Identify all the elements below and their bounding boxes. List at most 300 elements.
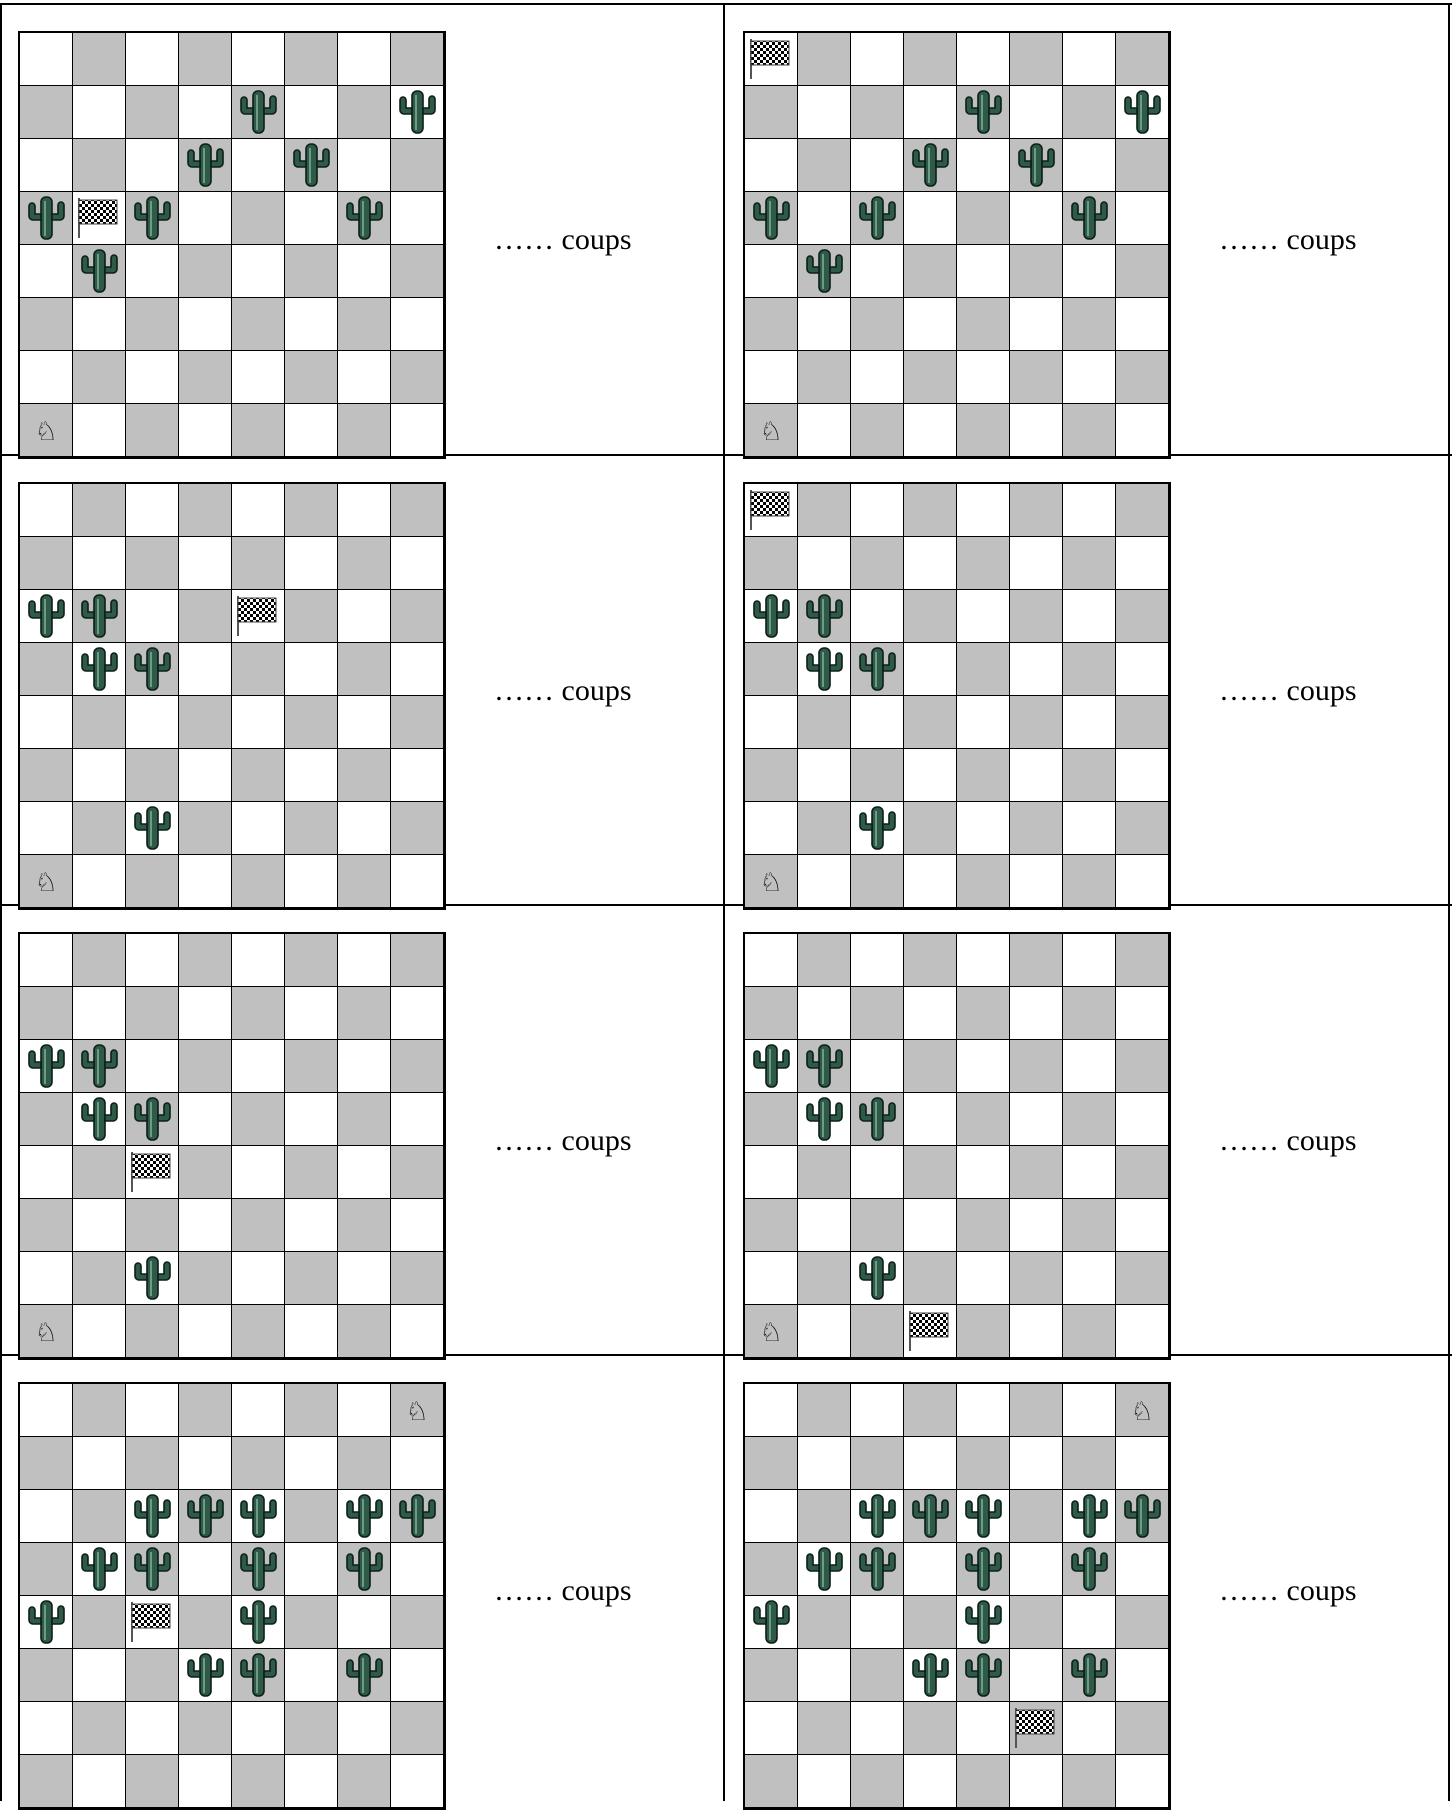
board-square[interactable] bbox=[1116, 33, 1169, 86]
board-square[interactable] bbox=[798, 484, 851, 537]
knight-icon[interactable] bbox=[1116, 1384, 1168, 1436]
board-square[interactable] bbox=[285, 749, 338, 802]
board-square[interactable] bbox=[904, 1596, 957, 1649]
board-square[interactable] bbox=[232, 1649, 285, 1702]
board-square[interactable] bbox=[20, 1384, 73, 1437]
board-square[interactable] bbox=[745, 1252, 798, 1305]
board-square[interactable] bbox=[745, 934, 798, 987]
board-square[interactable] bbox=[851, 86, 904, 139]
board-square[interactable] bbox=[391, 1702, 444, 1755]
board-square[interactable] bbox=[745, 192, 798, 245]
board-square[interactable] bbox=[904, 1040, 957, 1093]
board-square[interactable] bbox=[1063, 1490, 1116, 1543]
board-square[interactable] bbox=[338, 1199, 391, 1252]
board-square[interactable] bbox=[1116, 1040, 1169, 1093]
board-square[interactable] bbox=[904, 1490, 957, 1543]
board-square[interactable] bbox=[1116, 1755, 1169, 1808]
board-square[interactable] bbox=[179, 1649, 232, 1702]
board-square[interactable] bbox=[179, 1543, 232, 1596]
board-square[interactable] bbox=[1116, 86, 1169, 139]
board-square[interactable] bbox=[1063, 1437, 1116, 1490]
board-square[interactable] bbox=[904, 987, 957, 1040]
board-square[interactable] bbox=[745, 1543, 798, 1596]
board-square[interactable] bbox=[957, 987, 1010, 1040]
board-square[interactable] bbox=[798, 1490, 851, 1543]
moves-answer-label[interactable]: …… coups bbox=[1219, 223, 1357, 256]
board-square[interactable] bbox=[285, 1649, 338, 1702]
board-square[interactable] bbox=[232, 590, 285, 643]
board-square[interactable] bbox=[798, 139, 851, 192]
board-square[interactable] bbox=[285, 537, 338, 590]
board-square[interactable] bbox=[798, 1199, 851, 1252]
board-square[interactable] bbox=[851, 1199, 904, 1252]
board-square[interactable] bbox=[798, 1702, 851, 1755]
board-square[interactable] bbox=[20, 192, 73, 245]
board-square[interactable] bbox=[179, 1040, 232, 1093]
board-square[interactable] bbox=[126, 643, 179, 696]
board-square[interactable] bbox=[73, 1252, 126, 1305]
board-square[interactable] bbox=[904, 404, 957, 457]
board-square[interactable] bbox=[285, 1040, 338, 1093]
board-square[interactable] bbox=[20, 1305, 73, 1358]
board-square[interactable] bbox=[232, 1543, 285, 1596]
board-square[interactable] bbox=[851, 855, 904, 908]
knight-icon[interactable] bbox=[745, 855, 797, 907]
board-square[interactable] bbox=[957, 33, 1010, 86]
moves-answer-label[interactable]: …… coups bbox=[1219, 674, 1357, 707]
board-square[interactable] bbox=[391, 1093, 444, 1146]
board-square[interactable] bbox=[391, 298, 444, 351]
board-square[interactable] bbox=[1063, 1384, 1116, 1437]
board-square[interactable] bbox=[285, 934, 338, 987]
board-square[interactable] bbox=[338, 855, 391, 908]
board-square[interactable] bbox=[179, 86, 232, 139]
board-square[interactable] bbox=[1010, 86, 1063, 139]
board-square[interactable] bbox=[1010, 696, 1063, 749]
board-square[interactable] bbox=[73, 590, 126, 643]
board-square[interactable] bbox=[338, 192, 391, 245]
board-square[interactable] bbox=[338, 245, 391, 298]
board-square[interactable] bbox=[338, 1755, 391, 1808]
board-square[interactable] bbox=[798, 749, 851, 802]
board-square[interactable] bbox=[73, 351, 126, 404]
board-square[interactable] bbox=[338, 749, 391, 802]
board-square[interactable] bbox=[1063, 802, 1116, 855]
board-square[interactable] bbox=[798, 1649, 851, 1702]
board-square[interactable] bbox=[745, 404, 798, 457]
board-square[interactable] bbox=[20, 987, 73, 1040]
board-square[interactable] bbox=[73, 1702, 126, 1755]
board-square[interactable] bbox=[904, 1146, 957, 1199]
board-square[interactable] bbox=[957, 855, 1010, 908]
board-square[interactable] bbox=[126, 934, 179, 987]
board-square[interactable] bbox=[798, 86, 851, 139]
board-square[interactable] bbox=[1116, 484, 1169, 537]
board-square[interactable] bbox=[851, 1596, 904, 1649]
board-square[interactable] bbox=[798, 1040, 851, 1093]
board-square[interactable] bbox=[1010, 245, 1063, 298]
board-square[interactable] bbox=[391, 1040, 444, 1093]
board-square[interactable] bbox=[285, 404, 338, 457]
board-square[interactable] bbox=[957, 1649, 1010, 1702]
board-square[interactable] bbox=[1010, 934, 1063, 987]
board-square[interactable] bbox=[851, 1040, 904, 1093]
board-square[interactable] bbox=[1063, 1146, 1116, 1199]
board-square[interactable] bbox=[20, 245, 73, 298]
board-square[interactable] bbox=[1116, 1252, 1169, 1305]
board-square[interactable] bbox=[20, 590, 73, 643]
board-square[interactable] bbox=[179, 484, 232, 537]
board-square[interactable] bbox=[179, 802, 232, 855]
board-square[interactable] bbox=[1116, 590, 1169, 643]
board-square[interactable] bbox=[1063, 1543, 1116, 1596]
board-square[interactable] bbox=[285, 802, 338, 855]
board-square[interactable] bbox=[745, 1040, 798, 1093]
board-square[interactable] bbox=[338, 1040, 391, 1093]
board-square[interactable] bbox=[126, 590, 179, 643]
board-square[interactable] bbox=[338, 404, 391, 457]
board-square[interactable] bbox=[1010, 590, 1063, 643]
board-square[interactable] bbox=[285, 484, 338, 537]
board-square[interactable] bbox=[232, 484, 285, 537]
board-square[interactable] bbox=[285, 33, 338, 86]
board-square[interactable] bbox=[1063, 245, 1116, 298]
board-square[interactable] bbox=[904, 351, 957, 404]
board-square[interactable] bbox=[391, 1384, 444, 1437]
board-square[interactable] bbox=[20, 1252, 73, 1305]
board-square[interactable] bbox=[1116, 351, 1169, 404]
knight-icon[interactable] bbox=[391, 1384, 443, 1436]
board-square[interactable] bbox=[126, 1596, 179, 1649]
board-square[interactable] bbox=[1116, 1199, 1169, 1252]
board-square[interactable] bbox=[1116, 298, 1169, 351]
board-square[interactable] bbox=[391, 1199, 444, 1252]
board-square[interactable] bbox=[126, 192, 179, 245]
board-square[interactable] bbox=[126, 987, 179, 1040]
board-square[interactable] bbox=[179, 1490, 232, 1543]
board-square[interactable] bbox=[126, 537, 179, 590]
board-square[interactable] bbox=[851, 696, 904, 749]
board-square[interactable] bbox=[798, 1437, 851, 1490]
board-square[interactable] bbox=[391, 987, 444, 1040]
board-square[interactable] bbox=[73, 33, 126, 86]
board-square[interactable] bbox=[232, 802, 285, 855]
board-square[interactable] bbox=[232, 1384, 285, 1437]
board-square[interactable] bbox=[957, 1093, 1010, 1146]
board-square[interactable] bbox=[1116, 1146, 1169, 1199]
board-square[interactable] bbox=[851, 749, 904, 802]
board-square[interactable] bbox=[179, 1702, 232, 1755]
board-square[interactable] bbox=[957, 1755, 1010, 1808]
board-square[interactable] bbox=[73, 855, 126, 908]
board-square[interactable] bbox=[904, 749, 957, 802]
board-square[interactable] bbox=[904, 1093, 957, 1146]
board-square[interactable] bbox=[1063, 298, 1116, 351]
board-square[interactable] bbox=[904, 1543, 957, 1596]
board-square[interactable] bbox=[232, 245, 285, 298]
board-square[interactable] bbox=[851, 1305, 904, 1358]
board-square[interactable] bbox=[391, 934, 444, 987]
board-square[interactable] bbox=[904, 1252, 957, 1305]
board-square[interactable] bbox=[338, 1252, 391, 1305]
board-square[interactable] bbox=[798, 987, 851, 1040]
board-square[interactable] bbox=[232, 1702, 285, 1755]
board-square[interactable] bbox=[745, 590, 798, 643]
board-square[interactable] bbox=[20, 1040, 73, 1093]
board-square[interactable] bbox=[1116, 987, 1169, 1040]
board-square[interactable] bbox=[1063, 1252, 1116, 1305]
board-square[interactable] bbox=[20, 351, 73, 404]
board-square[interactable] bbox=[232, 351, 285, 404]
board-square[interactable] bbox=[338, 1596, 391, 1649]
board-square[interactable] bbox=[179, 1199, 232, 1252]
board-square[interactable] bbox=[126, 802, 179, 855]
moves-answer-label[interactable]: …… coups bbox=[494, 1574, 632, 1607]
board-square[interactable] bbox=[338, 696, 391, 749]
board-square[interactable] bbox=[745, 1093, 798, 1146]
board-square[interactable] bbox=[391, 1543, 444, 1596]
board-square[interactable] bbox=[957, 1384, 1010, 1437]
board-square[interactable] bbox=[1063, 1305, 1116, 1358]
board-square[interactable] bbox=[338, 1490, 391, 1543]
board-square[interactable] bbox=[1063, 404, 1116, 457]
board-square[interactable] bbox=[798, 404, 851, 457]
board-square[interactable] bbox=[126, 1437, 179, 1490]
board-square[interactable] bbox=[1063, 855, 1116, 908]
board-square[interactable] bbox=[957, 139, 1010, 192]
board-square[interactable] bbox=[957, 1040, 1010, 1093]
board-square[interactable] bbox=[391, 802, 444, 855]
board-square[interactable] bbox=[126, 86, 179, 139]
board-square[interactable] bbox=[73, 934, 126, 987]
board-square[interactable] bbox=[1116, 1490, 1169, 1543]
board-square[interactable] bbox=[232, 1252, 285, 1305]
board-square[interactable] bbox=[904, 1702, 957, 1755]
board-square[interactable] bbox=[126, 1384, 179, 1437]
board-square[interactable] bbox=[73, 1305, 126, 1358]
board-square[interactable] bbox=[179, 139, 232, 192]
knight-icon[interactable] bbox=[745, 404, 797, 456]
board-square[interactable] bbox=[232, 1199, 285, 1252]
board-square[interactable] bbox=[957, 590, 1010, 643]
board-square[interactable] bbox=[126, 298, 179, 351]
board-square[interactable] bbox=[232, 33, 285, 86]
knight-icon[interactable] bbox=[20, 1305, 72, 1357]
board-square[interactable] bbox=[1010, 192, 1063, 245]
board-square[interactable] bbox=[20, 855, 73, 908]
board-square[interactable] bbox=[179, 245, 232, 298]
board-square[interactable] bbox=[285, 855, 338, 908]
board-square[interactable] bbox=[73, 1543, 126, 1596]
board-square[interactable] bbox=[232, 1755, 285, 1808]
board-square[interactable] bbox=[957, 298, 1010, 351]
board-square[interactable] bbox=[285, 1437, 338, 1490]
board-square[interactable] bbox=[338, 298, 391, 351]
board-square[interactable] bbox=[338, 33, 391, 86]
board-square[interactable] bbox=[745, 1596, 798, 1649]
board-square[interactable] bbox=[232, 537, 285, 590]
board-square[interactable] bbox=[1010, 1490, 1063, 1543]
board-square[interactable] bbox=[1063, 1040, 1116, 1093]
board-square[interactable] bbox=[851, 1146, 904, 1199]
board-square[interactable] bbox=[338, 1649, 391, 1702]
board-square[interactable] bbox=[232, 139, 285, 192]
board-square[interactable] bbox=[126, 484, 179, 537]
board-square[interactable] bbox=[1010, 139, 1063, 192]
board-square[interactable] bbox=[745, 1199, 798, 1252]
board-square[interactable] bbox=[338, 1543, 391, 1596]
board-square[interactable] bbox=[391, 1596, 444, 1649]
board-square[interactable] bbox=[285, 1702, 338, 1755]
board-square[interactable] bbox=[232, 855, 285, 908]
board-square[interactable] bbox=[338, 1093, 391, 1146]
board-square[interactable] bbox=[798, 1596, 851, 1649]
board-square[interactable] bbox=[232, 696, 285, 749]
knight-icon[interactable] bbox=[20, 404, 72, 456]
board-square[interactable] bbox=[338, 934, 391, 987]
board-square[interactable] bbox=[232, 1040, 285, 1093]
board-square[interactable] bbox=[232, 298, 285, 351]
board-square[interactable] bbox=[745, 855, 798, 908]
board-square[interactable] bbox=[20, 404, 73, 457]
board-square[interactable] bbox=[957, 404, 1010, 457]
board-square[interactable] bbox=[745, 643, 798, 696]
board-square[interactable] bbox=[179, 1384, 232, 1437]
board-square[interactable] bbox=[126, 245, 179, 298]
board-square[interactable] bbox=[1063, 696, 1116, 749]
board-square[interactable] bbox=[957, 934, 1010, 987]
board-square[interactable] bbox=[957, 696, 1010, 749]
board-square[interactable] bbox=[126, 139, 179, 192]
board-square[interactable] bbox=[1063, 351, 1116, 404]
board-square[interactable] bbox=[20, 1702, 73, 1755]
board-square[interactable] bbox=[73, 404, 126, 457]
board-square[interactable] bbox=[20, 1596, 73, 1649]
board-square[interactable] bbox=[391, 590, 444, 643]
board-square[interactable] bbox=[285, 1199, 338, 1252]
board-square[interactable] bbox=[179, 590, 232, 643]
board-square[interactable] bbox=[126, 1040, 179, 1093]
board-square[interactable] bbox=[20, 139, 73, 192]
board-square[interactable] bbox=[20, 537, 73, 590]
board-square[interactable] bbox=[851, 934, 904, 987]
board-square[interactable] bbox=[126, 1543, 179, 1596]
board-square[interactable] bbox=[957, 643, 1010, 696]
board-square[interactable] bbox=[73, 192, 126, 245]
board-square[interactable] bbox=[1010, 749, 1063, 802]
board-square[interactable] bbox=[1010, 1199, 1063, 1252]
board-square[interactable] bbox=[285, 590, 338, 643]
board-square[interactable] bbox=[126, 696, 179, 749]
board-square[interactable] bbox=[798, 590, 851, 643]
board-square[interactable] bbox=[745, 484, 798, 537]
board-square[interactable] bbox=[338, 802, 391, 855]
board-square[interactable] bbox=[1116, 192, 1169, 245]
board-square[interactable] bbox=[904, 1755, 957, 1808]
board-square[interactable] bbox=[851, 537, 904, 590]
board-square[interactable] bbox=[73, 1040, 126, 1093]
board-square[interactable] bbox=[391, 696, 444, 749]
board-square[interactable] bbox=[904, 245, 957, 298]
board-square[interactable] bbox=[904, 86, 957, 139]
board-square[interactable] bbox=[1063, 1093, 1116, 1146]
board-square[interactable] bbox=[391, 749, 444, 802]
board-square[interactable] bbox=[232, 1437, 285, 1490]
board-square[interactable] bbox=[232, 934, 285, 987]
board-square[interactable] bbox=[338, 1437, 391, 1490]
board-square[interactable] bbox=[232, 1490, 285, 1543]
board-square[interactable] bbox=[745, 1305, 798, 1358]
board-square[interactable] bbox=[126, 1199, 179, 1252]
board-square[interactable] bbox=[851, 1490, 904, 1543]
board-square[interactable] bbox=[851, 33, 904, 86]
board-square[interactable] bbox=[1116, 749, 1169, 802]
board-square[interactable] bbox=[126, 1490, 179, 1543]
board-square[interactable] bbox=[745, 1490, 798, 1543]
board-square[interactable] bbox=[73, 298, 126, 351]
board-square[interactable] bbox=[745, 537, 798, 590]
board-square[interactable] bbox=[285, 86, 338, 139]
board-square[interactable] bbox=[798, 696, 851, 749]
board-square[interactable] bbox=[179, 643, 232, 696]
board-square[interactable] bbox=[957, 1199, 1010, 1252]
board-square[interactable] bbox=[798, 537, 851, 590]
board-square[interactable] bbox=[73, 1093, 126, 1146]
board-square[interactable] bbox=[73, 86, 126, 139]
board-square[interactable] bbox=[1063, 86, 1116, 139]
board-square[interactable] bbox=[285, 139, 338, 192]
board-square[interactable] bbox=[338, 643, 391, 696]
board-square[interactable] bbox=[126, 1702, 179, 1755]
board-square[interactable] bbox=[126, 855, 179, 908]
board-square[interactable] bbox=[957, 537, 1010, 590]
board-square[interactable] bbox=[391, 192, 444, 245]
board-square[interactable] bbox=[338, 484, 391, 537]
board-square[interactable] bbox=[957, 484, 1010, 537]
board-square[interactable] bbox=[285, 1384, 338, 1437]
board-square[interactable] bbox=[1116, 537, 1169, 590]
board-square[interactable] bbox=[1116, 245, 1169, 298]
board-square[interactable] bbox=[285, 696, 338, 749]
board-square[interactable] bbox=[126, 1305, 179, 1358]
board-square[interactable] bbox=[20, 1146, 73, 1199]
board-square[interactable] bbox=[904, 1437, 957, 1490]
board-square[interactable] bbox=[1063, 484, 1116, 537]
moves-answer-label[interactable]: …… coups bbox=[494, 674, 632, 707]
board-square[interactable] bbox=[20, 1093, 73, 1146]
board-square[interactable] bbox=[1063, 1649, 1116, 1702]
moves-answer-label[interactable]: …… coups bbox=[1219, 1574, 1357, 1607]
board-square[interactable] bbox=[957, 192, 1010, 245]
board-square[interactable] bbox=[1116, 1437, 1169, 1490]
board-square[interactable] bbox=[904, 696, 957, 749]
board-square[interactable] bbox=[745, 696, 798, 749]
board-square[interactable] bbox=[1116, 404, 1169, 457]
board-square[interactable] bbox=[179, 749, 232, 802]
board-square[interactable] bbox=[1010, 987, 1063, 1040]
board-square[interactable] bbox=[745, 245, 798, 298]
board-square[interactable] bbox=[1116, 139, 1169, 192]
board-square[interactable] bbox=[1116, 1702, 1169, 1755]
board-square[interactable] bbox=[126, 1755, 179, 1808]
board-square[interactable] bbox=[179, 1146, 232, 1199]
board-square[interactable] bbox=[904, 1649, 957, 1702]
board-square[interactable] bbox=[745, 1702, 798, 1755]
board-square[interactable] bbox=[285, 1252, 338, 1305]
board-square[interactable] bbox=[957, 351, 1010, 404]
board-square[interactable] bbox=[798, 1755, 851, 1808]
board-square[interactable] bbox=[20, 86, 73, 139]
